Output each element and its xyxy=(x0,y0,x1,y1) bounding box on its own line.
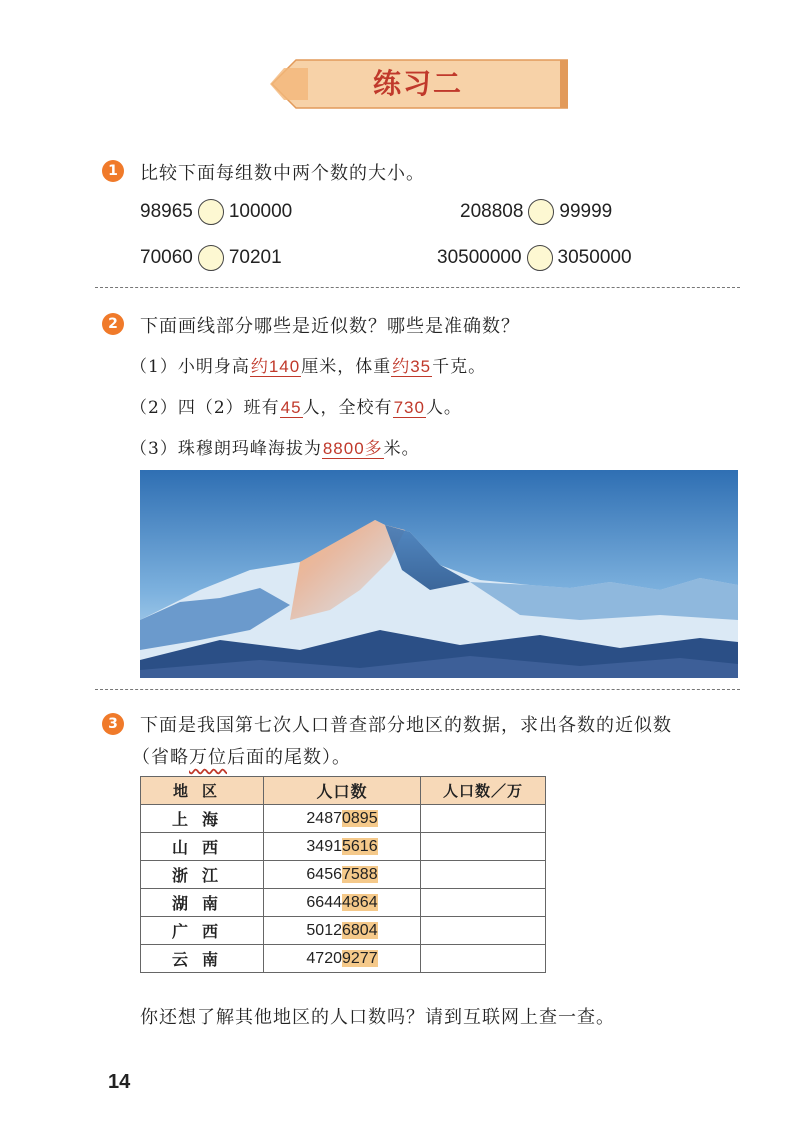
page-number: 14 xyxy=(108,1071,131,1093)
compare-right-value: 70201 xyxy=(228,247,282,268)
table-row xyxy=(141,861,546,889)
compare-right-value: 99999 xyxy=(559,201,613,222)
compare-left-value: 70060 xyxy=(140,247,193,268)
compare-pair-2 xyxy=(460,199,612,225)
underlined-value: 约35 xyxy=(392,357,432,377)
line-text: （省略 xyxy=(132,747,189,768)
population-cell: 50126804 xyxy=(264,917,421,945)
region-cell: 浙江 xyxy=(141,861,264,889)
region-cell: 广西 xyxy=(141,917,264,945)
question-2-badge: 2 xyxy=(102,313,124,335)
underlined-value: 8800多 xyxy=(322,439,383,459)
line-text: 人，全校有 xyxy=(302,398,393,418)
question-3-text-line-2 xyxy=(132,743,351,769)
compare-right-value: 3050000 xyxy=(557,247,632,268)
question-2-line-1 xyxy=(130,352,486,377)
region-cell: 上海 xyxy=(141,805,264,833)
section-divider xyxy=(95,689,740,690)
table-row xyxy=(141,889,546,917)
region-cell: 云南 xyxy=(141,945,264,973)
table-row xyxy=(141,945,546,973)
compare-answer-circle[interactable] xyxy=(198,245,224,271)
population-cell: 34915616 xyxy=(264,833,421,861)
line-text: 米。 xyxy=(383,439,420,459)
line-text: （3）珠穆朗玛峰海拔为 xyxy=(130,439,322,459)
answer-cell[interactable] xyxy=(421,945,546,973)
compare-pair-3 xyxy=(140,245,282,271)
answer-cell[interactable] xyxy=(421,889,546,917)
underlined-value: 730 xyxy=(393,398,425,417)
compare-left-value: 98965 xyxy=(140,201,193,222)
compare-right-value: 100000 xyxy=(228,201,293,222)
population-table xyxy=(140,776,546,973)
answer-cell[interactable] xyxy=(421,917,546,945)
line-text: （2）四（2）班有 xyxy=(130,398,280,418)
question-2-line-3 xyxy=(130,434,420,459)
underlined-value: 45 xyxy=(280,398,302,417)
answer-cell[interactable] xyxy=(421,805,546,833)
population-cell: 64567588 xyxy=(264,861,421,889)
line-text: 千克。 xyxy=(432,357,487,377)
line-text: 人。 xyxy=(425,398,462,418)
page-title: 练习二 xyxy=(372,67,463,100)
region-cell: 湖南 xyxy=(141,889,264,917)
wavy-underlined-text: 万位 xyxy=(189,747,227,768)
title-banner xyxy=(268,58,568,110)
answer-cell[interactable] xyxy=(421,833,546,861)
mountain-image xyxy=(140,470,738,678)
question-1-badge: 1 xyxy=(102,160,124,182)
table-row xyxy=(141,917,546,945)
question-1-text: 比较下面每组数中两个数的大小。 xyxy=(140,163,425,184)
compare-pair-1 xyxy=(140,199,292,225)
population-cell: 24870895 xyxy=(264,805,421,833)
population-cell: 47209277 xyxy=(264,945,421,973)
question-2-line-2 xyxy=(130,393,462,418)
question-3-text-line-1: 下面是我国第七次人口普查部分地区的数据，求出各数的近似数 xyxy=(140,715,672,736)
region-cell: 山西 xyxy=(141,833,264,861)
question-3-badge: 3 xyxy=(102,713,124,735)
header-population: 人口数 xyxy=(264,777,421,805)
compare-left-value: 208808 xyxy=(460,201,524,222)
question-2-text: 下面画线部分哪些是近似数？哪些是准确数？ xyxy=(140,316,520,337)
line-text: （1）小明身高 xyxy=(130,357,250,377)
compare-answer-circle[interactable] xyxy=(527,245,553,271)
header-population-wan: 人口数／万 xyxy=(421,777,546,805)
table-header-row xyxy=(141,777,546,805)
answer-cell[interactable] xyxy=(421,861,546,889)
compare-pair-4 xyxy=(437,245,632,271)
section-divider xyxy=(95,287,740,288)
population-table-wrap xyxy=(140,776,546,973)
line-text: 后面的尾数）。 xyxy=(227,747,351,768)
header-region: 地区 xyxy=(141,777,264,805)
compare-answer-circle[interactable] xyxy=(198,199,224,225)
everest-illustration xyxy=(140,470,738,678)
follow-up-question: 你还想了解其他地区的人口数吗？请到互联网上查一查。 xyxy=(140,1007,615,1028)
line-text: 厘米，体重 xyxy=(301,357,392,377)
table-row xyxy=(141,833,546,861)
table-row xyxy=(141,805,546,833)
population-cell: 66444864 xyxy=(264,889,421,917)
underlined-value: 约140 xyxy=(250,357,301,377)
compare-left-value: 30500000 xyxy=(437,247,522,268)
compare-answer-circle[interactable] xyxy=(528,199,554,225)
